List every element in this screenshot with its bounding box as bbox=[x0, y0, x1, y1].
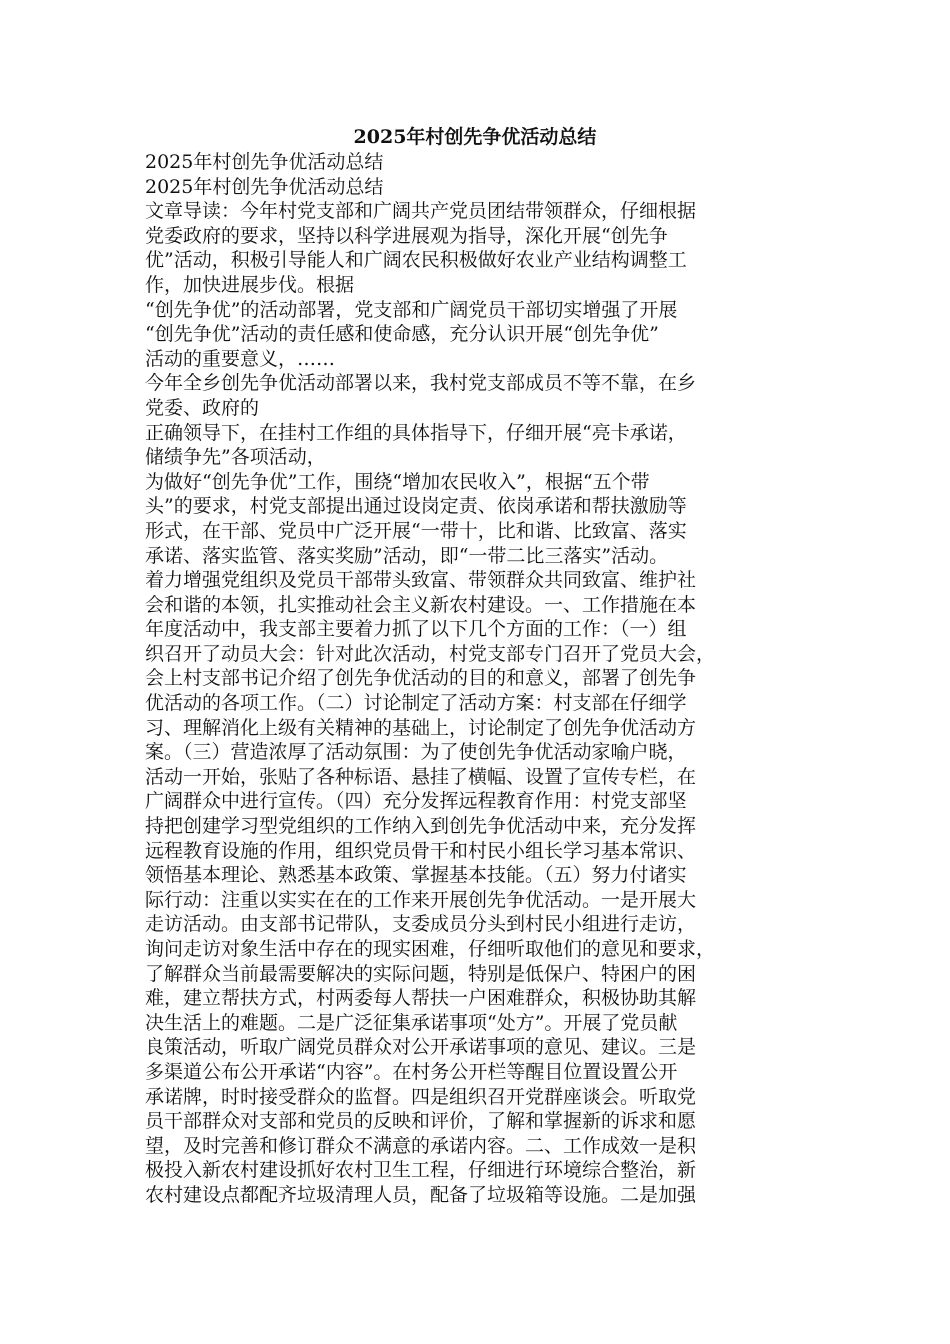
body-text-line: 织召开了动员大会：针对此次活动，村党支部专门召开了党员大会， bbox=[145, 642, 716, 665]
body-text-line: 优活动的各项工作。（二）讨论制定了活动方案：村支部在仔细学 bbox=[145, 692, 687, 715]
body-text-line: “创先争优”的活动部署，党支部和广阔党员干部切实增强了开展 bbox=[145, 298, 678, 321]
body-text-line: 活动一开始，张贴了各种标语、悬挂了横幅、设置了宣传专栏，在 bbox=[145, 765, 697, 788]
body-text-line: 着力增强党组织及党员干部带头致富、带领群众共同致富、维护社 bbox=[145, 569, 697, 592]
body-text-line: 了解群众当前最需要解决的实际问题，特别是低保户、特困户的困 bbox=[145, 962, 697, 985]
body-text-line: 作，加快进展步伐。根据 bbox=[145, 273, 355, 296]
body-text-line: 领悟基本理论、熟悉基本政策、掌握基本技能。（五）努力付诸实 bbox=[145, 864, 687, 887]
document-body bbox=[145, 150, 805, 1208]
body-text-line: 为做好“创先争优”工作，围绕“增加农民收入”，根据“五个带 bbox=[145, 470, 650, 493]
body-text-line: 文章导读：今年村党支部和广阔共产党员团结带领群众，仔细根据 bbox=[145, 200, 697, 223]
body-text-line: 党委政府的要求，坚持以科学进展观为指导，深化开展“创先争 bbox=[145, 224, 668, 247]
body-text-line: 承诺牌，时时接受群众的监督。四是组织召开党群座谈会。听取党 bbox=[145, 1085, 697, 1108]
body-text-line: 持把创建学习型党组织的工作纳入到创先争优活动中来，充分发挥 bbox=[145, 815, 697, 838]
body-text-line: 2025年村创先争优活动总结 bbox=[145, 175, 384, 198]
body-text-line: 2025年村创先争优活动总结 bbox=[145, 151, 384, 173]
body-text-line: 年度活动中，我支部主要着力抓了以下几个方面的工作：（一）组 bbox=[145, 618, 687, 641]
body-text-line: 头”的要求，村党支部提出通过设岗定责、依岗承诺和帮扶激励等 bbox=[145, 495, 687, 518]
body-text-line: 形式，在干部、党员中广泛开展“一带十，比和谐、比致富、落实 bbox=[145, 519, 687, 542]
body-text-line: 今年全乡创先争优活动部署以来，我村党支部成员不等不靠，在乡 bbox=[145, 372, 697, 395]
body-text-line: 农村建设点都配齐垃圾清理人员，配备了垃圾箱等设施。二是加强 bbox=[145, 1183, 697, 1206]
body-text-line: 际行动：注重以实实在在的工作来开展创先争优活动。一是开展大 bbox=[145, 888, 697, 911]
document-title: 2025年村创先争优活动总结 bbox=[353, 126, 597, 148]
body-text-line: 难，建立帮扶方式，村两委每人帮扶一户困难群众，积极协助其解 bbox=[145, 987, 697, 1010]
body-text-line: 正确领导下，在挂村工作组的具体指导下，仔细开展“亮卡承诺， bbox=[145, 421, 687, 444]
body-text-line: 会和谐的本领，扎实推动社会主义新农村建设。一、工作措施在本 bbox=[145, 593, 697, 616]
body-text-line: 储绩争先”各项活动， bbox=[145, 446, 326, 469]
body-text-line: 极投入新农村建设抓好农村卫生工程，仔细进行环境综合整治，新 bbox=[145, 1159, 697, 1182]
body-text-line: 案。（三）营造浓厚了活动氛围：为了使创先争优活动家喻户晓， bbox=[145, 741, 687, 764]
body-text-line: 望，及时完善和修订群众不满意的承诺内容。二、工作成效一是积 bbox=[145, 1134, 697, 1157]
body-text-line: 良策活动，听取广阔党员群众对公开承诺事项的意见、建议。三是 bbox=[145, 1036, 697, 1059]
body-text-line: 员干部群众对支部和党员的反映和评价，了解和掌握新的诉求和愿 bbox=[145, 1110, 697, 1133]
body-text-line: 党委、政府的 bbox=[145, 396, 260, 419]
body-text-line: 活动的重要意义，…… bbox=[145, 347, 336, 370]
body-text-line: “创先争优”活动的责任感和使命感，充分认识开展“创先争优” bbox=[145, 323, 659, 346]
body-text-line: 决生活上的难题。二是广泛征集承诺事项“处方”。开展了党员献 bbox=[145, 1011, 678, 1034]
body-text-line: 会上村支部书记介绍了创先争优活动的目的和意义，部署了创先争 bbox=[145, 667, 697, 690]
body-text-line: 广阔群众中进行宣传。（四）充分发挥远程教育作用：村党支部坚 bbox=[145, 790, 687, 813]
body-text-line: 走访活动。由支部书记带队，支委成员分头到村民小组进行走访， bbox=[145, 913, 697, 936]
body-text-line: 承诺、落实监管、落实奖励”活动，即“一带二比三落实”活动。 bbox=[145, 544, 669, 567]
body-text-line: 多渠道公布公开承诺“内容”。在村务公开栏等醒目位置设置公开 bbox=[145, 1060, 678, 1083]
body-text-line: 优”活动，积极引导能人和广阔农民积极做好农业产业结构调整工 bbox=[145, 249, 687, 272]
body-text-line: 远程教育设施的作用，组织党员骨干和村民小组长学习基本常识、 bbox=[145, 839, 697, 862]
body-text-line: 习、理解消化上级有关精神的基础上，讨论制定了创先争优活动方 bbox=[145, 716, 697, 739]
body-text-line: 询问走访对象生活中存在的现实困难，仔细听取他们的意见和要求， bbox=[145, 938, 716, 960]
